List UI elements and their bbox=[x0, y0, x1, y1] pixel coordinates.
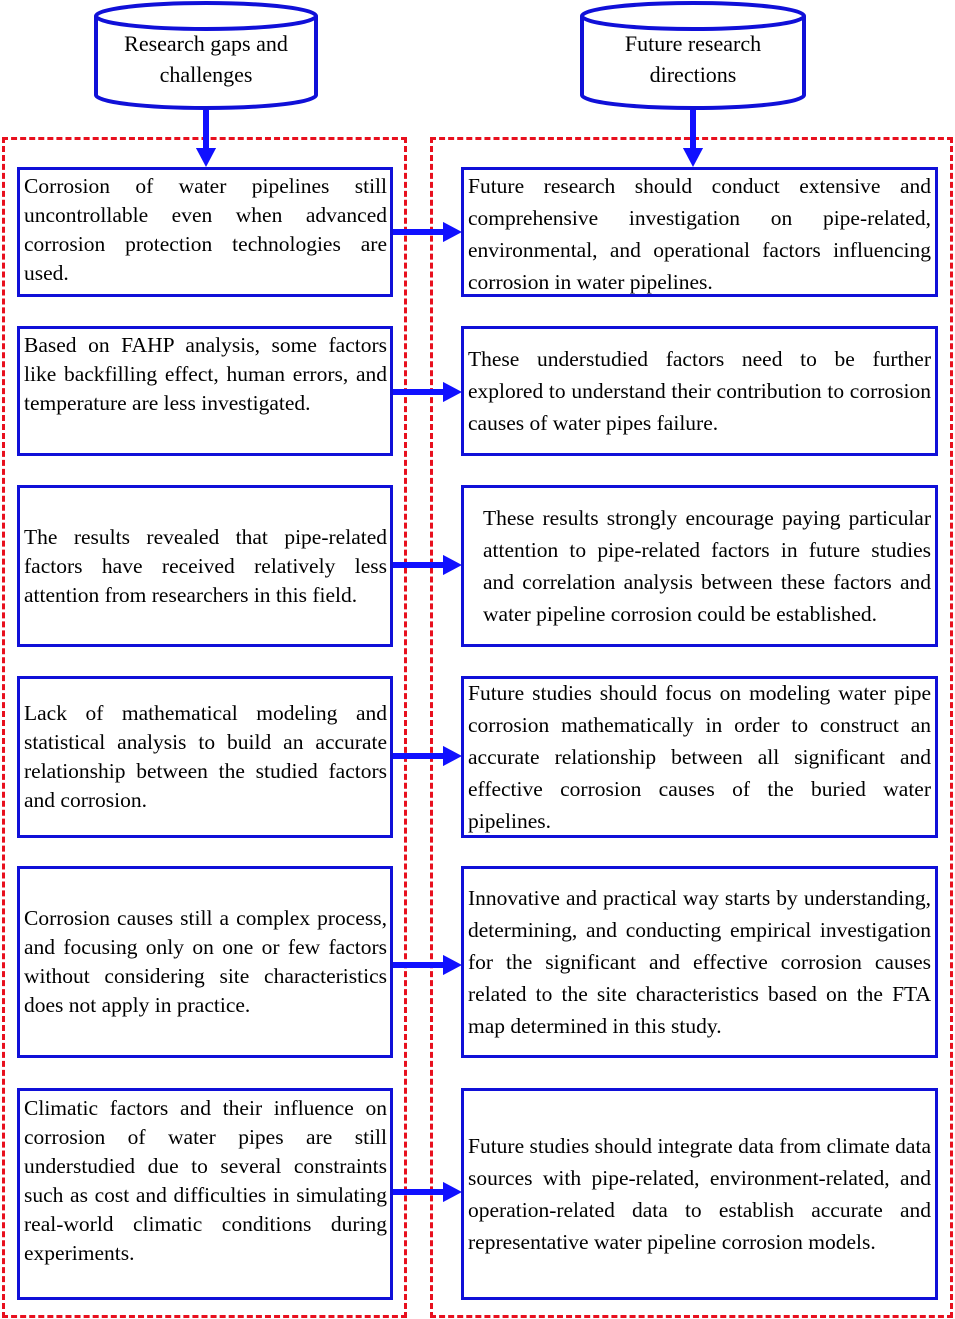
gap-text-1: Corrosion of water pipelines still uncontrollable even when advanced corrosion protection technologies are used. bbox=[24, 174, 387, 285]
gaps-header-title: Research gaps and challenges bbox=[124, 31, 288, 87]
gap-box-2 bbox=[17, 326, 393, 456]
direction-text-3: These results strongly encourage paying particular attention to pipe-related factors in future studies and correlation analysis between these factors and water pipeline corrosion could be established. bbox=[483, 506, 931, 626]
gap-box-3 bbox=[17, 485, 393, 647]
gap-text-6: Climatic factors and their influence on corrosion of water pipes are still understudied due to several constraints such as cost and difficulties in simulating real-world climatic conditions during experiments. bbox=[24, 1096, 387, 1265]
gap-text-4: Lack of mathematical modeling and statistical analysis to build an accurate relationship between the studied factors and corrosion. bbox=[24, 701, 387, 812]
direction-text-2: These understudied factors need to be further explored to understand their contribution to corrosion causes of water pipes failure. bbox=[468, 347, 931, 435]
direction-text-1: Future research should conduct extensive and comprehensive investigation on pipe-related, environmental, and operational factors influencing corrosion in water pipelines. bbox=[468, 174, 931, 294]
direction-box-3 bbox=[461, 485, 938, 647]
gap-box-4 bbox=[17, 676, 393, 838]
direction-text-4: Future studies should focus on modeling water pipe corrosion mathematically in order to construct an accurate relationship between all significant and effective corrosion causes of the buried water pipelines. bbox=[468, 681, 931, 833]
gap-box-5 bbox=[17, 866, 393, 1058]
gap-text-5: Corrosion causes still a complex process, and focusing only on one or few factors without considering site characteristics does not apply in practice. bbox=[24, 906, 387, 1017]
direction-box-4 bbox=[461, 676, 938, 838]
gap-text-2: Based on FAHP analysis, some factors like backfilling effect, human errors, and temperature are less investigated. bbox=[24, 333, 387, 415]
gap-box-1 bbox=[17, 167, 393, 297]
direction-text-5: Innovative and practical way starts by understanding, determining, and conducting empirical investigation for the significant and effective corrosion causes related to the site characteristics based on the FTA map determined in this study. bbox=[468, 886, 931, 1038]
gap-text-3: The results revealed that pipe-related factors have received relatively less attention from researchers in this field. bbox=[24, 524, 387, 607]
gap-box-6 bbox=[17, 1088, 393, 1300]
directions-header-title: Future research directions bbox=[624, 31, 762, 87]
direction-text-6: Future studies should integrate data from climate data sources with pipe-related, environment-related, and operation-related data to establish accurate and representative water pipeline corrosion models. bbox=[468, 1134, 931, 1254]
direction-box-6 bbox=[461, 1088, 938, 1300]
direction-box-5 bbox=[461, 866, 938, 1058]
direction-box-1 bbox=[461, 167, 938, 297]
direction-box-2 bbox=[461, 326, 938, 456]
